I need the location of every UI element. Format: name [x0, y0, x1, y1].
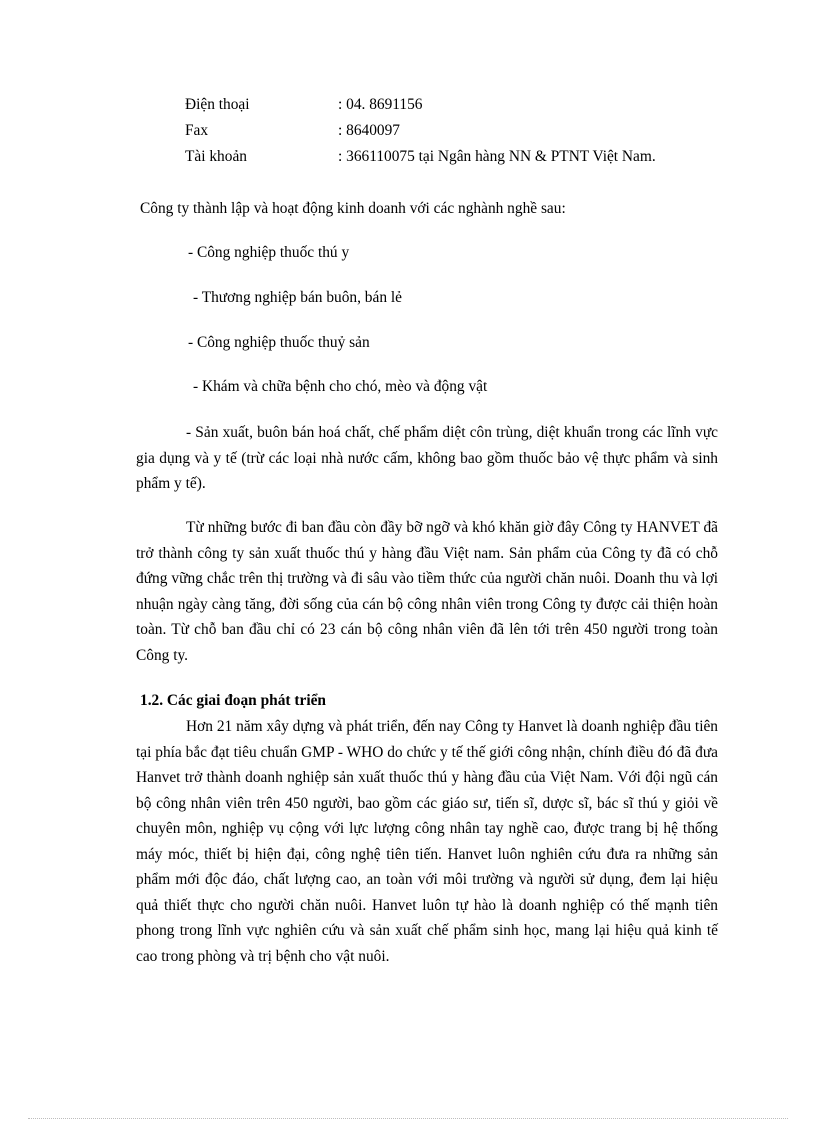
business-line-text: - Sản xuất, buôn bán hoá chất, chế phẩm diệt côn trùng, diệt khuẩn trong các lĩnh vực gia dụng và y tế (trừ các loại nhà nước cấm, không bao gồm thuốc bảo vệ thực phẩm và sinh phẩm y tế). [136, 424, 718, 492]
phone-value: : 04. 8691156 [338, 96, 423, 113]
section-heading: 1.2. Các giai đoạn phát triển [140, 692, 326, 709]
account-label: Tài khoản [185, 148, 247, 165]
business-line-item: - Công nghiệp thuốc thuỷ sản [188, 334, 370, 351]
paragraph-history [136, 515, 718, 668]
fax-row [185, 120, 656, 146]
business-line-item-long [136, 420, 718, 497]
paragraph-development [136, 714, 718, 969]
phone-row [185, 94, 656, 120]
phone-label: Điện thoại [185, 96, 250, 113]
business-line-item: - Khám và chữa bệnh cho chó, mèo và động vật [193, 378, 488, 395]
fax-label: Fax [185, 122, 209, 139]
fax-value: : 8640097 [338, 122, 400, 139]
contact-info [185, 94, 656, 172]
business-line-item: - Thương nghiệp bán buôn, bán lẻ [193, 289, 402, 306]
account-value: : 366110075 tại Ngân hàng NN & PTNT Việt Nam. [338, 148, 656, 165]
business-lines-intro: Công ty thành lập và hoạt động kinh doanh với các nghành nghề sau: [140, 200, 566, 217]
business-line-item: - Công nghiệp thuốc thú y [188, 244, 350, 261]
paragraph-development-text: Hơn 21 năm xây dựng và phát triển, đến nay Công ty Hanvet là doanh nghiệp đầu tiên tại phía bắc đạt tiêu chuẩn GMP - WHO do chức y tế thế giới công nhận, chính điều đó đã đưa Hanvet trở thành doanh nghiệp sản xuất thuốc thú y hàng đầu của Việt Nam. Với đội ngũ cán bộ công nhân viên trên 450 người, bao gồm các giáo sư, tiến sĩ, dược sĩ, bác sĩ thú y giỏi về chuyên môn, nghiệp vụ cộng với lực lượng công nhân tay nghề cao, được trang bị hệ thống máy móc, thiết bị hiện đại, công nghệ tiên tiến. Hanvet luôn nghiên cứu đưa ra những sản phẩm mới độc đáo, chất lượng cao, an toàn với môi trường và người sử dụng, đem lại hiệu quả thiết thực cho người chăn nuôi. Hanvet luôn tự hào là doanh nghiệp có thế mạnh tiên phong trong lĩnh vực nghiên cứu và sản xuất chế phẩm sinh học, mang lại hiệu quả kinh tế cao trong phòng và trị bệnh cho vật nuôi. [136, 718, 718, 965]
paragraph-history-text: Từ những bước đi ban đầu còn đầy bỡ ngỡ và khó khăn giờ đây Công ty HANVET đã trở thành công ty sản xuất thuốc thú y hàng đầu Việt nam. Sản phẩm của Công ty đã có chỗ đứng vững chắc trên thị trường và đi sâu vào tiềm thức của người chăn nuôi. Doanh thu và lợi nhuận ngày càng tăng, đời sống của cán bộ công nhân viên trong Công ty được cải thiện hoàn toàn. Từ chỗ ban đầu chỉ có 23 cán bộ công nhân viên đã lên tới trên 450 người trong toàn Công ty. [136, 519, 718, 664]
account-row [185, 146, 656, 172]
page-bottom-divider [28, 1118, 788, 1119]
